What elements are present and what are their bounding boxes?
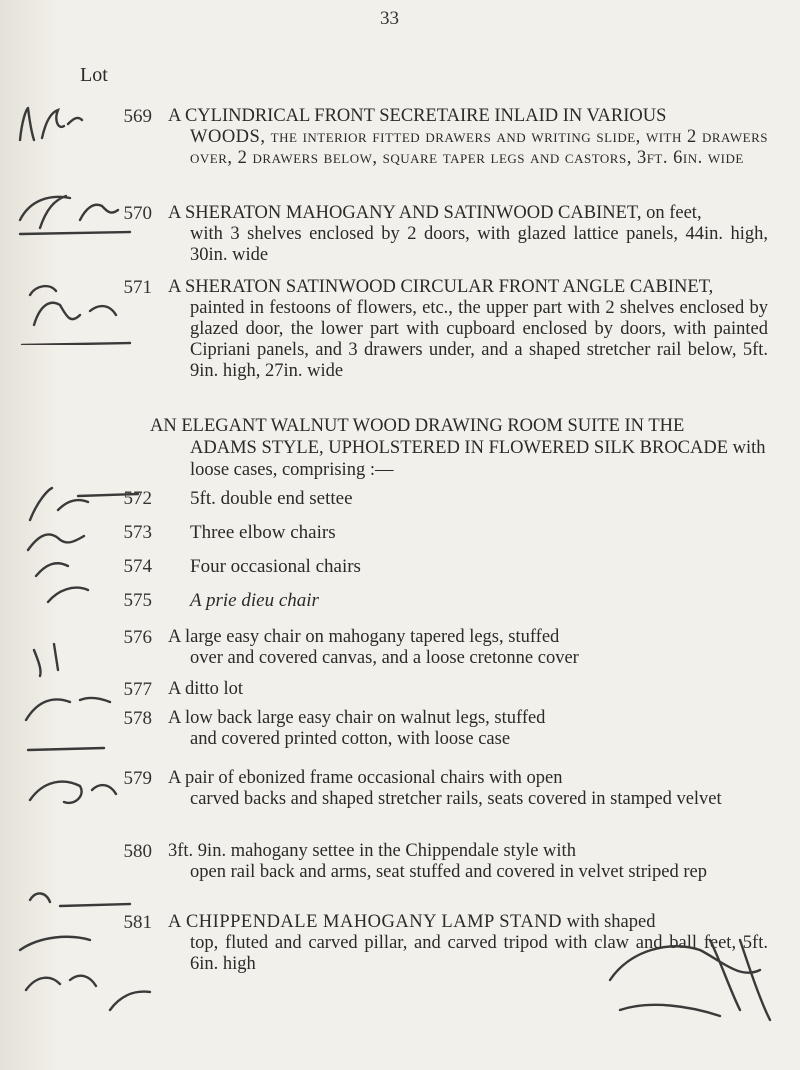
lot-entry: [168, 203, 768, 266]
lot-description: WOODS, the interior fitted drawers and writing slide, with 2 drawers over, 2 drawers below, square taper legs and castors, 3ft. 6in. wide: [190, 127, 768, 168]
lot-number: 579: [123, 768, 152, 789]
lot-entry: [168, 841, 768, 883]
suite-item: Four occasional chairs: [190, 556, 361, 577]
lot-title: A CHIPPENDALE MAHOGANY LAMP STAND: [168, 912, 562, 932]
suite-heading: [150, 415, 770, 481]
lot-number: 578: [123, 708, 152, 729]
lot-entry: [168, 768, 768, 810]
lot-description: carved backs and shaped stretcher rails, seats covered in stamped velvet: [190, 789, 722, 809]
lot-number: 575: [123, 590, 152, 611]
page-number: 33: [380, 8, 399, 29]
suite-item: 5ft. double end settee: [190, 488, 353, 509]
lot-number: 576: [123, 627, 152, 648]
handwritten-price-mark: [10, 880, 160, 1020]
lot-description: with 3 shelves enclosed by 2 doors, with glazed lattice panels, 44in. high, 30in. wide: [190, 224, 768, 265]
lot-title: A low back large easy chair on walnut legs, stuffed: [168, 708, 546, 728]
lot-number: 572: [123, 488, 152, 509]
lot-entry: [168, 277, 768, 382]
lot-number: 577: [123, 679, 152, 700]
lot-number: 574: [123, 556, 152, 577]
lot-title: A SHERATON MAHOGANY AND SATINWOOD CABINET,: [168, 203, 642, 223]
lot-title-tail: with shaped: [561, 912, 656, 932]
lot-number: 571: [123, 277, 152, 298]
handwritten-price-mark: [590, 920, 790, 1030]
handwritten-price-mark: [12, 100, 92, 150]
lot-title: A CYLINDRICAL FRONT SECRETAIRE INLAID IN VARIOUS: [168, 106, 667, 126]
lot-title: A pair of ebonized frame occasional chairs with open: [168, 768, 563, 788]
lot-number: 580: [123, 841, 152, 862]
suite-title: AN ELEGANT WALNUT WOOD DRAWING ROOM SUITE IN THE: [150, 416, 685, 436]
handwritten-price-mark: [14, 630, 144, 840]
lot-description: top, fluted and carved pillar, and carved tripod with claw and ball feet, 5ft. 6in. high: [190, 933, 768, 974]
lot-number: 581: [123, 912, 152, 933]
suite-item: A prie dieu chair: [190, 590, 319, 611]
handwritten-price-mark: [18, 480, 148, 610]
lot-description: open rail back and arms, seat stuffed and covered in velvet striped rep: [190, 862, 707, 882]
lot-title-tail: on feet,: [641, 203, 702, 223]
lot-description: painted in festoons of flowers, etc., the upper part with 2 shelves enclosed by glazed door, the lower part with cupboard enclosed by doors, with painted Cipriani panels, and 3 drawers under, and a shaped stretcher rail below, 5ft. 9in. high, 27in. wide: [190, 298, 768, 381]
lot-title: A large easy chair on mahogany tapered legs, stuffed: [168, 627, 560, 647]
lot-entry: [168, 627, 768, 669]
lot-number: 569: [123, 106, 152, 127]
lot-title: 3ft. 9in. mahogany settee in the Chippendale style with: [168, 841, 576, 861]
suite-description: ADAMS STYLE, UPHOLSTERED IN FLOWERED SILK BROCADE with loose cases, comprising :—: [190, 438, 766, 480]
lot-entry: [168, 106, 768, 169]
lot-number: 570: [123, 203, 152, 224]
lot-title: A SHERATON SATINWOOD CIRCULAR FRONT ANGLE CABINET,: [168, 277, 714, 297]
handwritten-price-mark: [20, 275, 140, 345]
handwritten-price-mark: [10, 180, 150, 240]
lot-title: A ditto lot: [168, 679, 244, 699]
lot-description: and covered printed cotton, with loose case: [190, 729, 511, 749]
lot-entry: [168, 679, 768, 700]
lot-description: over and covered canvas, and a loose cretonne cover: [190, 648, 579, 668]
lot-number: 573: [123, 522, 152, 543]
suite-item: Three elbow chairs: [190, 522, 336, 543]
lot-column-heading: Lot: [80, 64, 108, 86]
lot-entry: [168, 708, 768, 750]
